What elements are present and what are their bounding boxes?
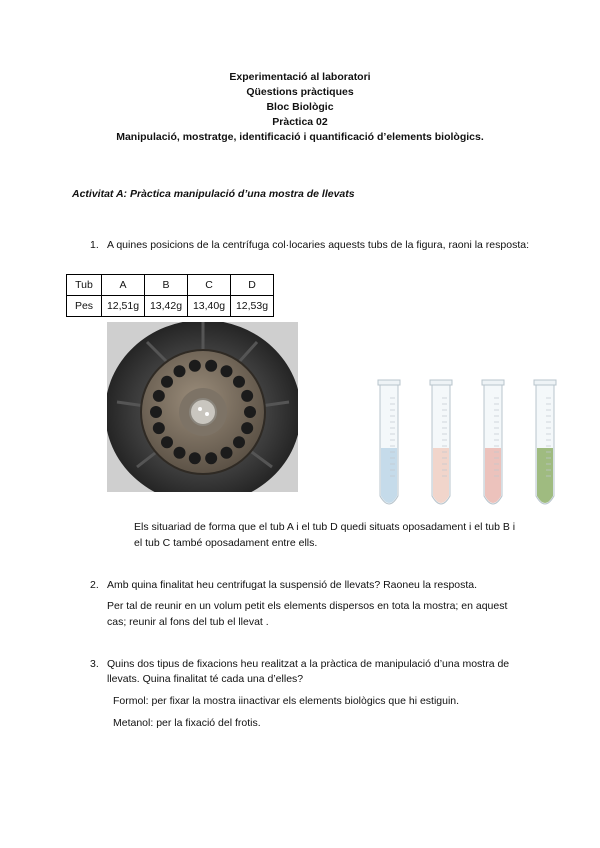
rotor-hole [174, 365, 186, 377]
rotor-hole [205, 452, 217, 464]
test-tubes-figure [370, 378, 570, 514]
rotor-hole [221, 447, 233, 459]
rotor-hole [189, 360, 201, 372]
table-cell: B [145, 275, 188, 296]
q3-answer-formol: Formol: per fixar la mostra iinactivar els elements biològics que hi estiguin. [113, 695, 460, 707]
q2-text: Amb quina finalitat heu centrifugat la suspensió de llevats? Raoneu la resposta. [107, 579, 478, 591]
rotor-hole [161, 376, 173, 388]
doc-subtitle: Qüestions pràctiques [246, 86, 354, 98]
rotor-hole [189, 452, 201, 464]
rotor-hole [221, 365, 233, 377]
table-cell: 13,40g [188, 296, 231, 317]
table-header-row [67, 275, 274, 296]
test-tube [430, 380, 452, 504]
q3-text: Quins dos tipus de fixacions heu realitzat a la pràctica de manipulació d’una mostra de llevats. Quina finalitat té cada una d’elles? [107, 658, 510, 685]
rotor-hole [244, 406, 256, 418]
table-cell: 12,53g [231, 296, 274, 317]
tube-weight-table [66, 274, 274, 317]
rotor-hole [233, 436, 245, 448]
table-cell: 12,51g [102, 296, 145, 317]
table-cell: A [102, 275, 145, 296]
centrifuge-rotor-image [107, 322, 298, 492]
doc-block: Bloc Biològic [266, 101, 334, 113]
table-row [67, 296, 274, 317]
rotor-hole [150, 406, 162, 418]
table-cell: 13,42g [145, 296, 188, 317]
table-cell: C [188, 275, 231, 296]
q3-answer-metanol: Metanol: per la fixació del frotis. [113, 717, 261, 729]
q1-number: 1. [90, 239, 99, 251]
rotor-hole [161, 436, 173, 448]
q1-answer-line [134, 519, 524, 551]
rotor-hole [241, 390, 253, 402]
rotor-hole [205, 360, 217, 372]
q1-text: A quines posicions de la centrífuga col·locaries aquests tubs de la figura, raoni la resposta: [107, 239, 529, 251]
table-cell: D [231, 275, 274, 296]
activity-title: Activitat A: Pràctica manipulació d’una mostra de llevats [72, 188, 355, 200]
table-cell: Pes [67, 296, 102, 317]
centrifuge-photo [107, 322, 298, 492]
doc-title: Experimentació al laboratori [229, 71, 371, 83]
rotor-hole [174, 447, 186, 459]
rotor-hole [233, 376, 245, 388]
q2-answer: Per tal de reunir en un volum petit els elements dispersos en tota la mostra; en aquest cas; reunir al fons del tub el llevat . [107, 600, 508, 628]
test-tube [534, 380, 556, 504]
rotor-hole [241, 422, 253, 434]
doc-practice: Pràctica 02 [272, 116, 328, 128]
table-cell: Tub [67, 275, 102, 296]
q2-number: 2. [90, 579, 99, 591]
test-tube [378, 380, 400, 504]
test-tube [482, 380, 504, 504]
doc-topic: Manipulació, mostratge, identificació i quantificació d’elements biològics. [116, 131, 484, 143]
q3-number: 3. [90, 658, 99, 670]
q1-answer: Els situariad de forma que el tub A i el tub D quedi situats oposadament i el tub B i el tub C també oposadament entre ells. [134, 521, 516, 549]
rotor-hole [153, 390, 165, 402]
rotor-hole [153, 422, 165, 434]
